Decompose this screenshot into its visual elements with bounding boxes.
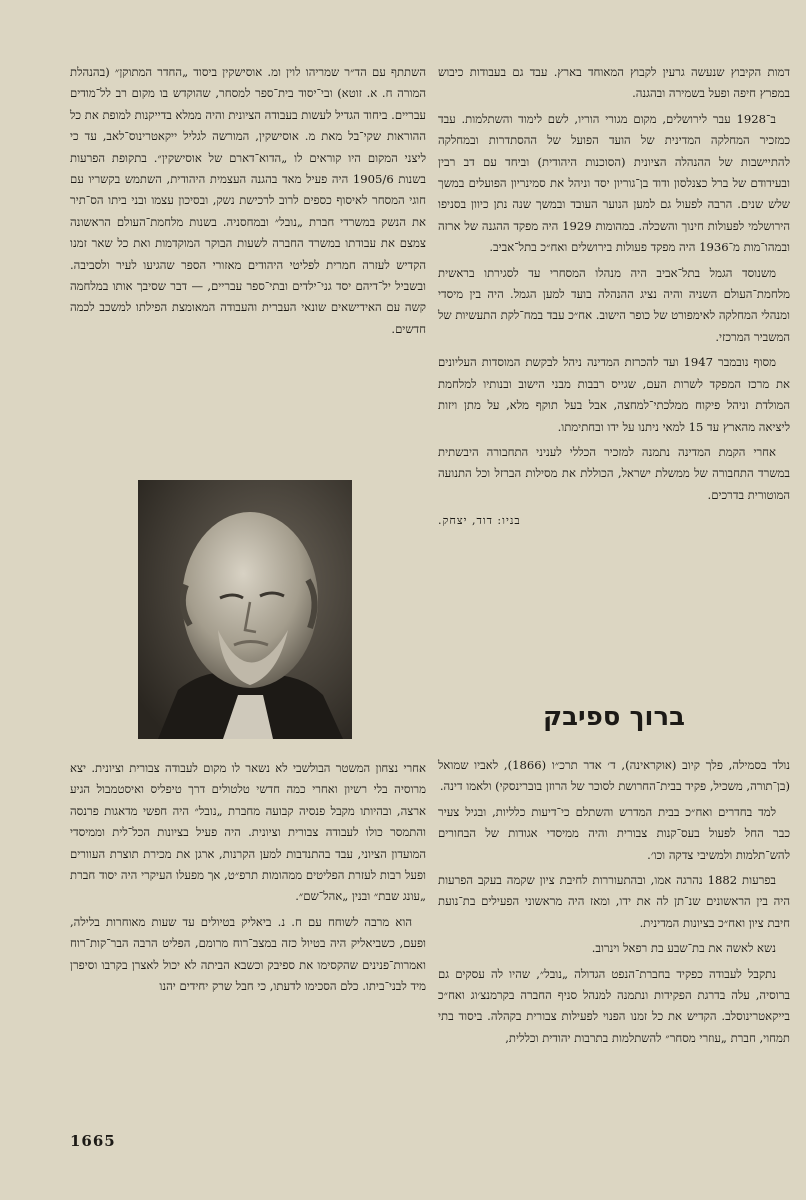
signature: בניו: דוד, יצחק. xyxy=(438,514,521,528)
paragraph: ב־1928 עבר לירושלים, מקום מגורי הוריו, לשם לימוד והשתלמות. עבד כמזכיר המחלקה המדינית של הועד הפועל של ההסתדרות ובמחלקה להתיישבות של ההנהלה הציונית (הסוכנות היהודית) וביחד עם דב רבין ובעידודם של ברל כצנלסון ודוד בן־גוריון יסד וניהל את סמינריון הפועלים במשך שלש שנים. הרבה לפעול גם למען הנוער העובד ובמשך שנה נתן כיוון בסניפו הירושלמי לפעולות חינוך והשכלה. במהומות 1929 היה מפקד ההגנה של ארזה ובמהו־מות מ־1936 היה מפקד פעולות בירושלים ואח״כ בתל־אביב. xyxy=(438,111,790,255)
paragraph: מסוף נובמבר 1947 ועד להכרזת המדינה ניהל לבקשת המוסדות העליונים את מרכז המפקד לשרות העם, שגייס רבבות מבני הישוב ובנותיו למלחמת המולדת וניהל פיקוח ממלכתי־למחצה, אבל בעל תוקף מלא, על מתן ויזות ליציאה מהארץ עד 15 למאי ניתנו על ידו ובחתימתו. xyxy=(438,355,790,434)
page-number: 1665 xyxy=(70,1132,116,1150)
paragraph: משנוסד הגמל בתל־אביב היה מנהלו המסחרי עד לסגירתו בראשית מלחמת־העולם השניה והיה נציג ההנהלה בועד למען הגמל. היה בין מיסדי ומנהלי המחלקה לאימפורט של כופר הישוב. אח״כ עבד במח־לקת התעשיות של המשביר המרכזי. xyxy=(438,265,790,344)
left-column-bottom xyxy=(70,758,426,1001)
right-column-top xyxy=(438,62,790,536)
paragraph: הוא מרבה לשוחח עם ח. נ. ביאליק בטיולים עד שעות מאוחרות בלילה, ופעם, כשביאליק היה בטיול כזה במצב־רוח מרומם, הפליט הרבה הבר־קות־רוח ואמרות־פנינים שהקסימו את ספיבק וכשבא הביתה לא יכול לאצרן בקרבו וסיפרן מיד לבני־ביתו. כלם הסכימו לדעתו, כי חבל שרק יחידים יהנו xyxy=(70,914,426,994)
right-column-bottom xyxy=(438,755,790,1053)
left-column-top xyxy=(70,62,426,344)
portrait-photo xyxy=(138,480,352,739)
paragraph: השתתף עם הד״ר שמריהו לוין ומ. אוסישקין ביסוד „החדר המתוקן״ (בהנהלת המורה ח. א. זוטא) ובי־יסוד בית־ספר למסחר, שהוקדש בו מקום רב לל־מודים עבריים. ביחוד הגדיל לעשות בעבודה הציונית והיה ממלא בדייקנות למופת את כל ההוראות שקי־בל מאת מ. אוסישקין, המורשה לגליל ייקאטרינוס־לאב, עד כי ליצני המקום היו קוראים לו „הדוא־דארם של אוסישקין״. בתקופת הפרעות בשנות 1905/6 היה פעיל מאד בהגנה העצמית היהודית, השתמש בקשריו עם חוגי המסחר לאיסוף כספים לרוב לרכישת נשק, ובסיכון עצמו ובני ביתו הס־תיר את הנשק במשרדי חברת „נובל״ ובמחסניה. בשנות מלחמת־העולם הראשונה צמצם את עבודתו במשרד החברה לשעות הבוקר המוקדמות ואת כל שאר זמנו הקדיש לעזרה חמרית לפליטי היהודים מאזורי הספר שהגיעו לעיר ולסביבה. ובשביל יל־דיהם יסד גני־ילדים ובתי־ספר עבריים, — דבר שסיבך אותו במלחמה קשה עם האידישאים שונאי העברית והעבודה המאומצת הפילתו למשכב לכמה חדשים. xyxy=(69,65,426,336)
paragraph: אחרי הקמת המדינה נתמנה למזכיר הכללי לעניני התחבורה היבשתית במשרד התחבורה של ממשלת ישראל, הכוללת את מסילות הברזל וכל התנועה המוטורית בדרכים. xyxy=(438,444,790,502)
article-heading: ברוך ספיבק xyxy=(543,702,685,732)
paragraph: נולד בסמילה, פלך קיוב (אוקראינה), ד׳ אדר תרכ״ו (1866), לאביו שמואל (בן־תורה, משכיל, פקיד בבית־החרושת לסוכר של הרוזן בוברינסקי) ולאמו דינה. xyxy=(438,758,790,794)
paragraph: בפרעות 1882 נהרגה אמו, ובהתעוררות לחיבת ציון שקמה בעקב הפרעות היה בין הראשונים שנ־תן לה את ידו, ומאז היה מראשוני הפעילים בת־נועת חיבת ציון ואח״כ בציונות המדינית. xyxy=(438,873,790,930)
paragraph: נתקבל לעבודה כפקיד בחברת־הנפט הגדולה „נובל״, שהיו לה עסקים גם ברוסיה, עלה בדרגת הפקידות ונתמנה למנהל סניף החברה בקרמנצ׳וג ואח״כ בייקאטרינוסלב. הקדיש את כל זמנו הפנוי לפעילות צבורית בקהלה. ביסוד בתי תמחוי, חברת „עוזרי מסחר״ להשתלמות בתרבות יהודית וכללית, xyxy=(438,966,790,1045)
paragraph: אחרי נצחון המשטר הבולשבי לא נשאר לו מקום לעבודה צבורית וציונית. יצא מרוסיה בלי רשיון ואחרי כמה חדשי טלטולים דרך טיפליס ואיסטמבול הגיע ארצה, ובהיותו מקבל פנסיה קבועה מחברת „נובל״ היה חפשי מדאגות פרנסה והתמסר כולו לעבודה צבורית וציונית. היה פעיל בציונות הכל־לית וממיסדי המועדון הציוני, עבד בהתנדבות למען הקרנות, ארגן את מכירת תוצרת העוורים ופעל רבות לעזרת הפליטים ממהומות תרפ״ט, אך מפעלו העיקרי היה יסוד חברת „עונג שבת״ ובנין „אהל־שם״. xyxy=(70,761,426,904)
paragraph: דמות הקיבוץ שנעשה גרעין לקבוץ המאוחד בארץ. עבד גם בעבודות כיבוש במפרץ חיפה ופעל בשמירה ובהגנה. xyxy=(438,65,790,101)
paragraph: נשא לאשה את בת־שבע בת רפאל וינרוב. xyxy=(591,941,776,956)
paragraph: למד בחדרים ואח״כ בבית המדרש והשתלם כי־דיעות כלליות, ובגיל צעיר כבר החל לפעול בעס־קנות צבורית והיה ממיסדי אגודות של הבחורים להש־תלמות ולמשיבי צדקה וכו׳. xyxy=(438,804,790,862)
